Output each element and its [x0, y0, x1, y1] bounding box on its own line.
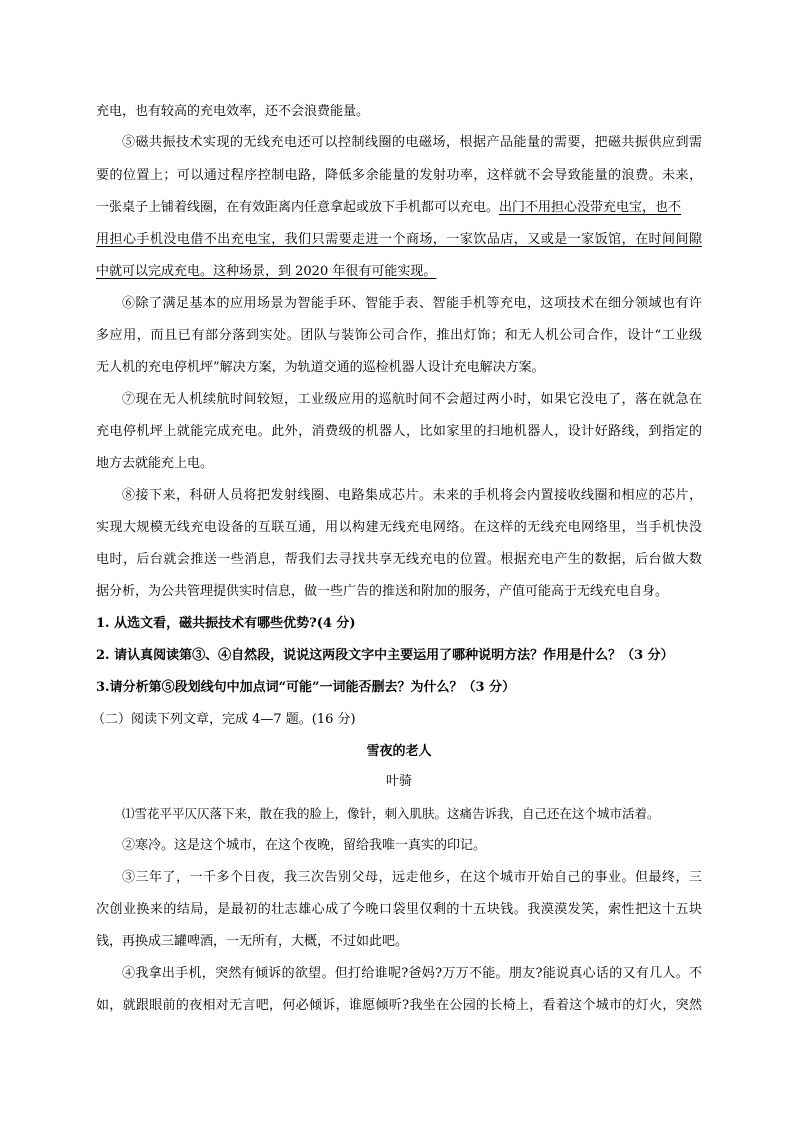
- article-title: 雪夜的老人: [366, 744, 432, 759]
- paragraph-5-line-3-plain: 一张桌子上铺着线圈，在有效距离内任意拿起或放下手机都可以充电。: [96, 200, 500, 215]
- paragraph-8-line-1: ⑧接下来，科研人员将把发射线圈、电路集成芯片。未来的手机将会内置接收线圈和相应的芯片，: [122, 488, 702, 503]
- story-paragraph-4-line-1: ④我拿出手机，突然有倾诉的欲望。但打给谁呢?爸妈?万万不能。朋友?能说真心话的又有几人。不: [122, 966, 702, 981]
- paragraph-5-line-1: ⑤磁共振技术实现的无线充电还可以控制线圈的电磁场，根据产品能量的需要，把磁共振供应到需: [122, 135, 702, 150]
- paragraph-5-line-2: 要的位置上；可以通过程序控制电路，降低多余能量的发射功率，这样就不会导致能量的浪费。未来，: [96, 168, 702, 183]
- underlined-sentence-part-1: 出门不用担心没带充电宝，也不: [499, 200, 682, 215]
- story-paragraph-2: ②寒冷。这是这个城市，在这个夜晚，留给我唯一真实的印记。: [122, 838, 487, 853]
- paragraph-7-line-3: 地方去就能充上电。: [96, 456, 214, 471]
- paragraph-6-line-3: 无人机的充电停机坪”解决方案，为轨道交通的巡检机器人设计充电解决方案。: [96, 360, 545, 375]
- paragraph-7-line-1: ⑦现在无人机续航时间较短，工业级应用的巡航时间不会超过两小时，如果它没电了，落在就急在: [122, 392, 702, 407]
- paragraph-8-line-3: 电时，后台就会推送一些消息，帮我们去寻找共享无线充电的位置。根据充电产生的数据，后台做大数: [96, 552, 702, 567]
- paragraph-5-line-3: [96, 200, 702, 216]
- paragraph-7-line-2: 充电停机坪上就能完成充电。此外，消费级的机器人，比如家里的扫地机器人，设计好路线，到指定的: [96, 424, 702, 439]
- question-1: 1. 从选文看，磁共振技术有哪些优势?(4 分): [96, 616, 356, 631]
- underlined-sentence-part-2: 用担心手机没电借不出充电宝，我们只需要走进一个商场，一家饮品店，又或是一家饭馆，在时间间隙: [96, 232, 702, 247]
- paragraph-6-line-2: 多应用，而且已有部分落到实处。团队与装饰公司合作，推出灯饰；和无人机公司合作，设计“工业级: [96, 328, 702, 343]
- story-paragraph-3-line-3: 钱，再换成三罐啤酒，一无所有，大概，不过如此吧。: [96, 934, 409, 949]
- paragraph-4-end: 充电，也有较高的充电效率，还不会浪费能量。: [96, 104, 370, 119]
- article-author: 叶骑: [385, 774, 412, 789]
- story-paragraph-1: ⑴雪花平平仄仄落下来，散在我的脸上，像针，刺入肌肤。这痛告诉我，自己还在这个城市活着。: [122, 806, 660, 821]
- story-paragraph-4-line-2: 如，就跟眼前的夜相对无言吧，何必倾诉，谁愿倾听?我坐在公园的长椅上，看着这个城市的灯火，突然: [96, 998, 702, 1013]
- question-3: 3.请分析第⑤段划线句中加点词“可能”一词能否删去？为什么？（3 分）: [96, 680, 516, 695]
- story-paragraph-3-line-1: ③三年了，一千多个日夜，我三次告别父母，远走他乡，在这个城市开始自己的事业。但最终，三: [122, 870, 702, 885]
- story-paragraph-3-line-2: 次创业换来的结局，是最初的壮志雄心成了今晚口袋里仅剩的十五块钱。我漠漠发笑，索性把这十五块: [96, 902, 702, 917]
- paragraph-8-line-4: 据分析，为公共管理提供实时信息，做一些广告的推送和附加的服务，产值可能高于无线充电自身。: [96, 584, 669, 599]
- section-2-heading: （二）阅读下列文章，完成 4—7 题。(16 分): [92, 712, 356, 727]
- question-2: 2. 请认真阅读第③、④自然段，说说这两段文字中主要运用了哪种说明方法？作用是什么？（3 分）: [96, 648, 674, 663]
- underlined-sentence-part-3: 中就可以完成充电。这种场景，到 2020 年很有可能实现。: [96, 264, 437, 279]
- paragraph-6-line-1: ⑥除了满足基本的应用场景为智能手环、智能手表、智能手机等充电，这项技术在细分领域也有许: [122, 296, 702, 311]
- paragraph-8-line-2: 实现大规模无线充电设备的互联互通，用以构建无线充电网络。在这样的无线充电网络里，当手机快没: [96, 520, 702, 535]
